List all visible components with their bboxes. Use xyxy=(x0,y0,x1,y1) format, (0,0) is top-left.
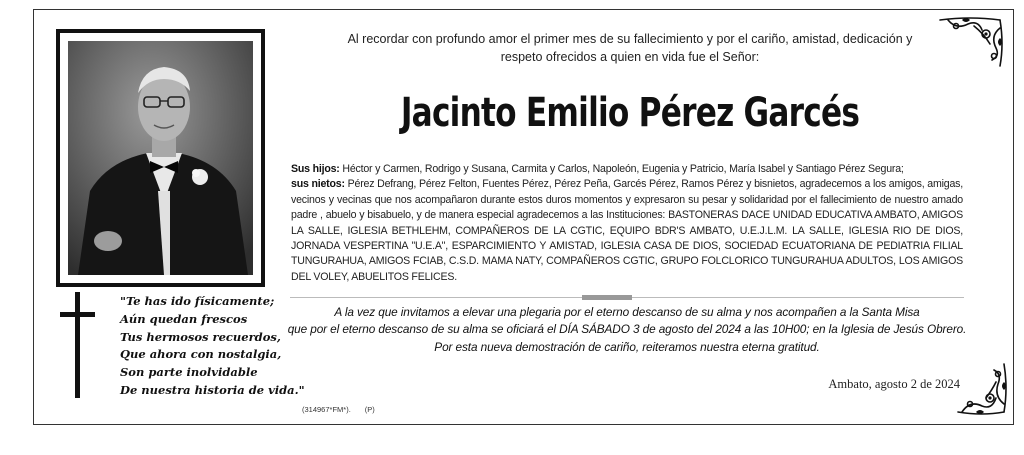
invitation-line: Por esta nueva demostración de cariño, reiteramos nuestra eterna gratitud. xyxy=(434,339,820,354)
invitation-line: que por el eterno descanso de su alma se oficiará el DÍA SÁBADO 3 de agosto del 2024 a las 10H00; en la Iglesia de Jesús Obrero. xyxy=(287,322,967,337)
reference-code: (314967*FM*). xyxy=(302,405,351,414)
poem-line: Aún quedan frescos xyxy=(120,311,248,326)
floral-corner-ornament-icon xyxy=(952,358,1008,418)
poem-line: De nuestra historia de vida." xyxy=(120,382,305,397)
intro-text xyxy=(290,30,970,66)
tag-code: (P) xyxy=(364,405,375,414)
divider-accent xyxy=(582,295,632,300)
poem-line: Tus hermosos recuerdos, xyxy=(120,329,281,344)
invitation xyxy=(280,304,974,356)
nietos-label: sus nietos: xyxy=(291,178,345,191)
hijos-text: Héctor y Carmen, Rodrigo y Susana, Carmita y Carlos, Napoleón, Eugenia y Patricio, María Isabel y Santiago Pérez Segura; xyxy=(339,163,904,175)
portrait-frame xyxy=(56,29,265,287)
nietos-text: Pérez Defrang, Pérez Felton, Fuentes Pérez, Pérez Peña, Garcés Pérez, Ramos Pérez y bisnietos, agradecemos a los amigos, amigas, vecinos y vecinas que nos acompañaron durante estos duros momentos y expresaron su pesar y solidaridad por el fallecimiento de nuestro amado padre , abuelo y bisabuelo, y de manera especial agradecemos a las Instituciones: BASTONERAS DACE UNIDAD EDUCATIVA AMBATO, AMIGOS LA SALLE, IGLESIA BETHLEHM, COMPAÑEROS DE LA CGTIC, EQUIPO BDR'S AMBATO, U.E.J.L.M. LA SALLE, IGLESIA RIO DE DIOS, JORNADA VESPERTINA "U.E.A", ESPARCIMIENTO Y AMISTAD, IGLESIA CASA DE DIOS, SOCIEDAD ECUATORIANA DE PEDIATRIA FILIAL TUNGURAHUA, AMIGOS FCIAB, C.S.D. MAMA NATY, COMPAÑEROS CGTIC, GRUPO FOLCLORICO TUNGURAHUA ADULTOS, LOS AMIGOS DEL VOLEY, ABUELITOS FELICES. xyxy=(291,178,963,283)
hijos-label: Sus hijos: xyxy=(291,163,340,175)
intro-line: Al recordar con profundo amor el primer mes de su fallecimiento y por el cariño, amistad, dedicación y xyxy=(347,32,913,46)
family-paragraph xyxy=(291,162,963,285)
floral-corner-ornament-icon xyxy=(934,14,1006,70)
invitation-line: A la vez que invitamos a elevar una plegaria por el eterno descanso de su alma y nos acompañen a la Santa Misa xyxy=(334,305,920,319)
portrait-photo xyxy=(68,41,253,275)
place-date: Ambato, agosto 2 de 2024 xyxy=(828,377,960,391)
poem-line: Que ahora con nostalgia, xyxy=(120,347,282,362)
deceased-name: Jacinto Emilio Pérez Garcés xyxy=(400,90,860,136)
poem-line: "Te has ido físicamente; xyxy=(120,294,275,308)
intro-line: respeto ofrecidos a quien en vida fue el Señor: xyxy=(500,50,760,64)
latin-cross-icon xyxy=(58,290,98,400)
poem-line: Son parte inolvidable xyxy=(120,365,258,380)
publication-code xyxy=(302,405,389,414)
